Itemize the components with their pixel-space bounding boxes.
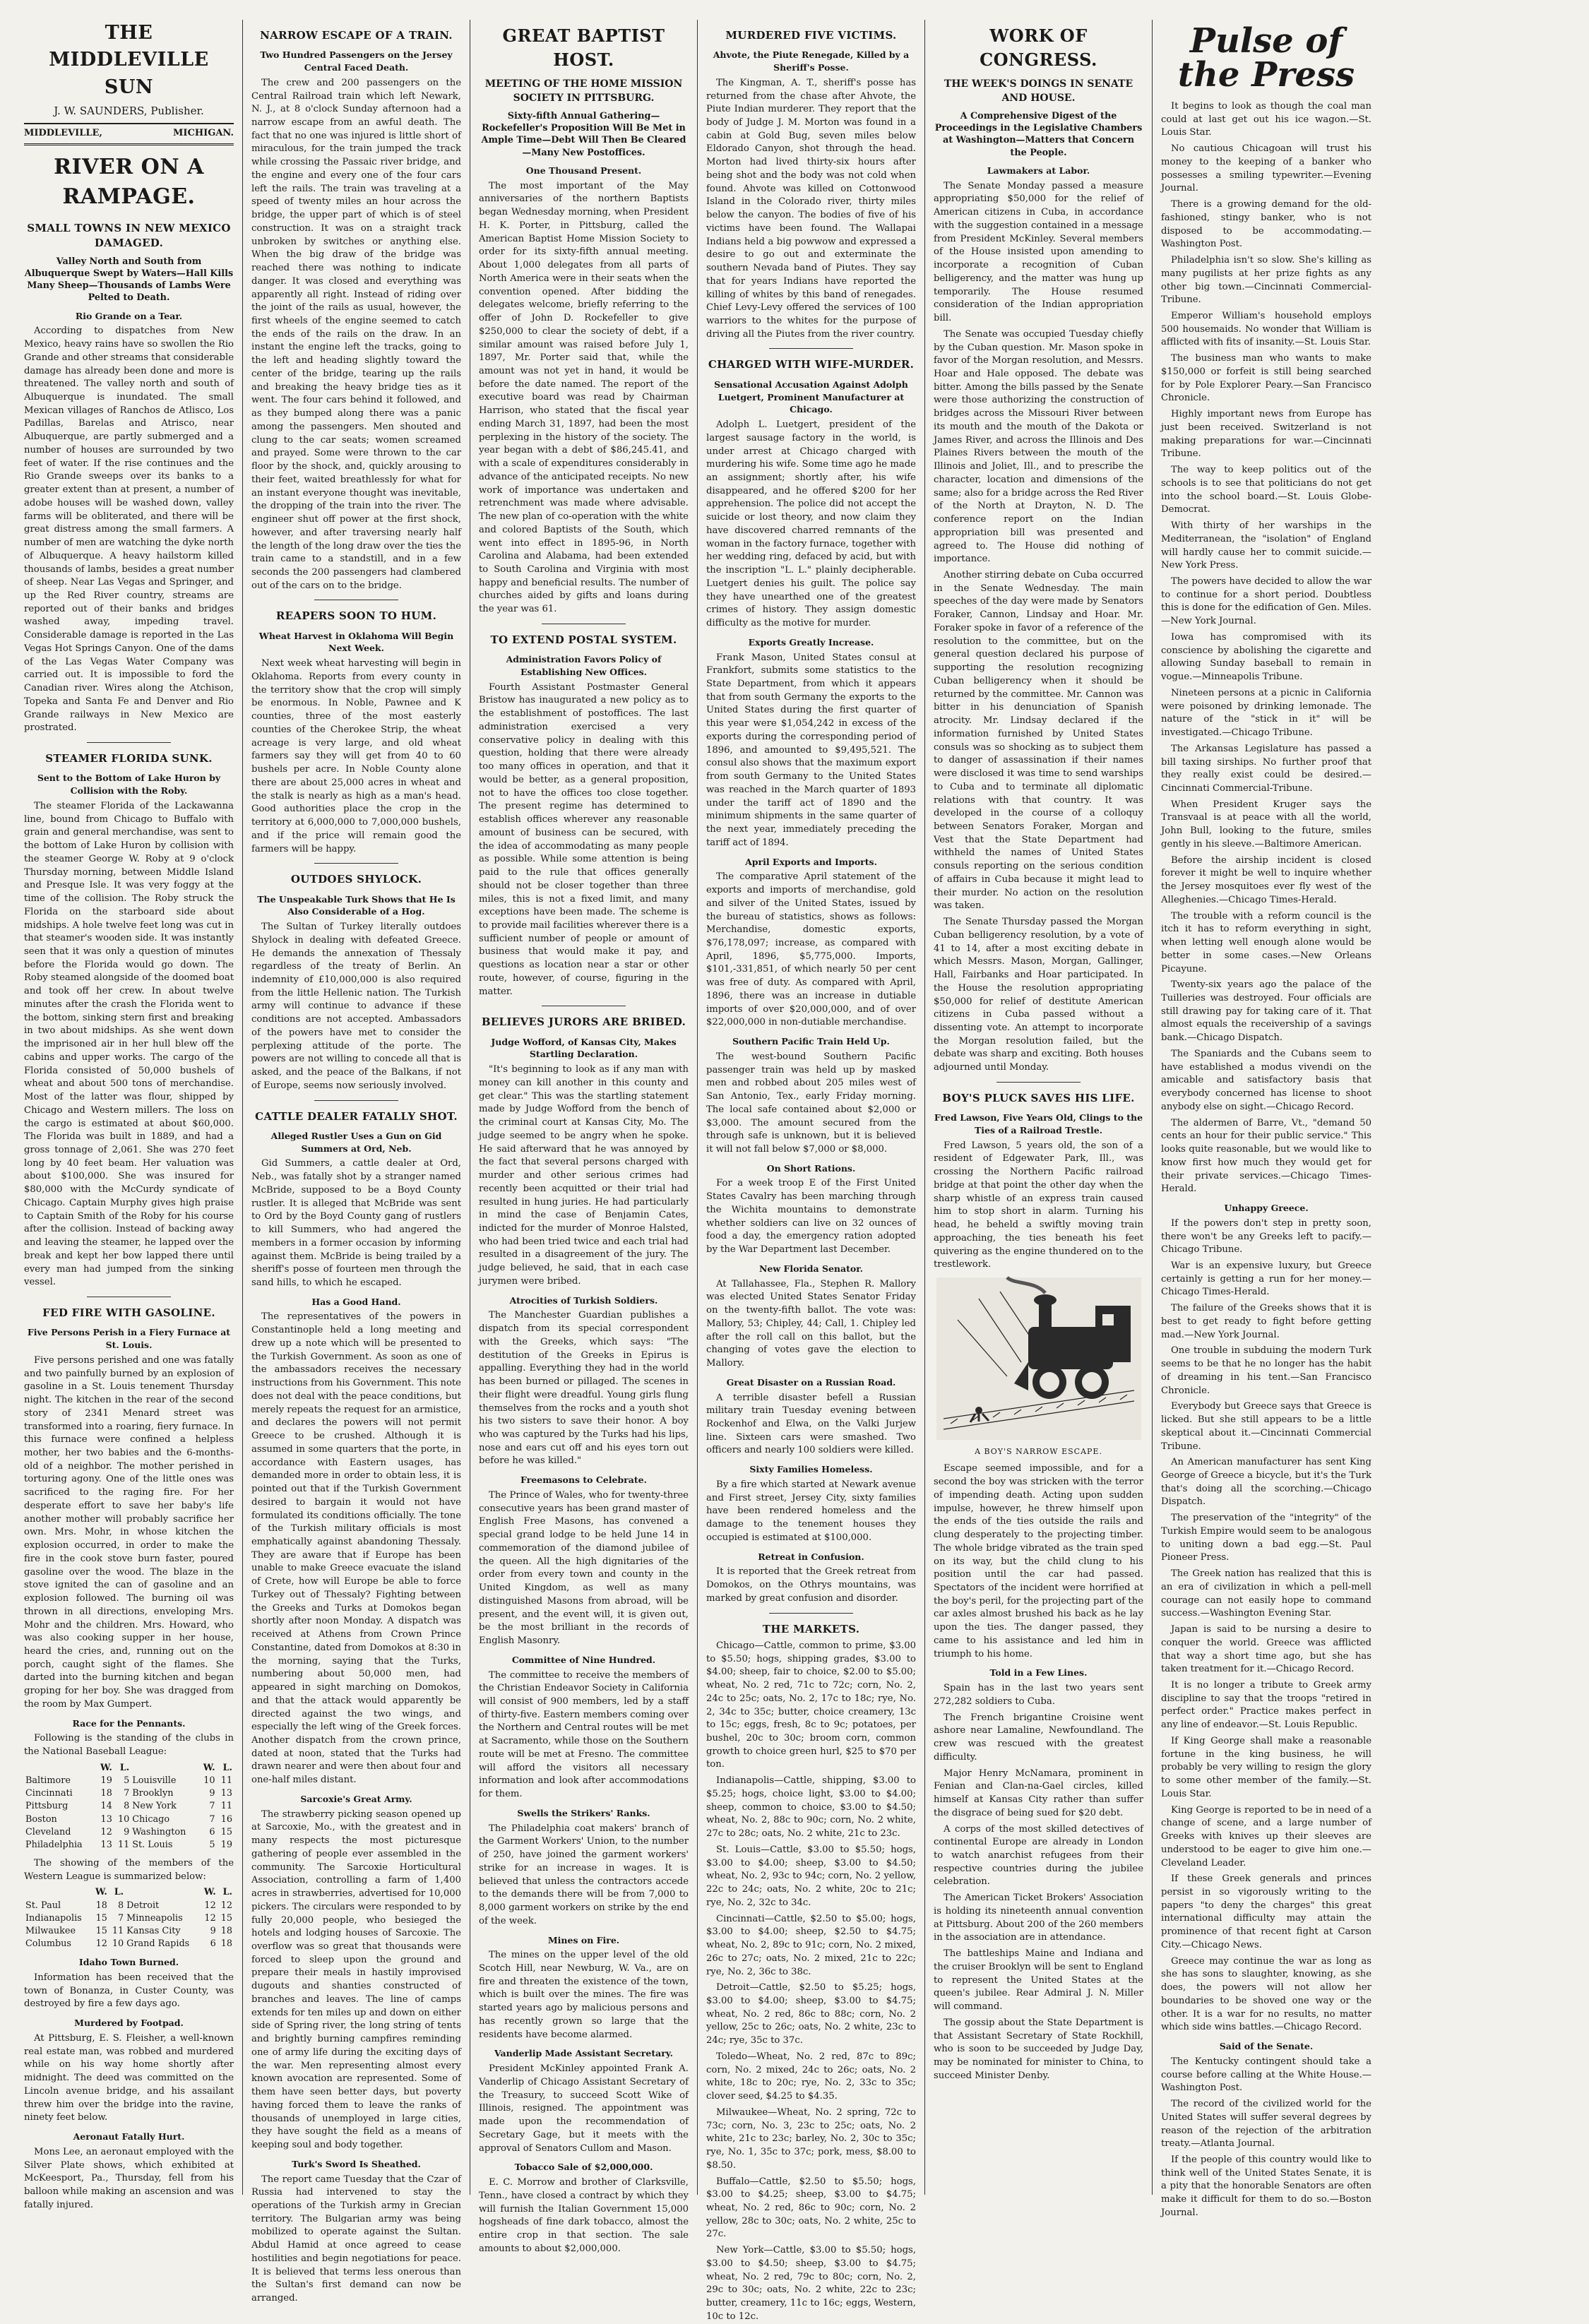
article-paragraph: The steamer Florida of the Lackawanna line, bound from Chicago to Buffalo with grain and general merchandise, was sent to the bottom of Lake Huron by collision with the steamer George W. Roby at 9 o'clock Thursday morning, between Middle Island and Presque Isle. It was very foggy at the time of the collision. The Roby struck the Florida on the starboard side about midships. A hole twelve feet long was cut in that steamer's wooden side. It was instantly seen that it was only a question of minutes before the Florida would go down. The Roby steamed alongside of the doomed boat and took off her crew. In about twelve minutes after the crash the Florida went to the bottom, sinking stern first and breaking in two about midships. As she went down the imprisoned air in her hull blew off the cabins and upper works. The cargo of the Florida consisted of 50,000 bushels of wheat and about 500 tons of merchandise. Most of the latter was flour, shipped by Chicago and Western millers. The loss on the cargo is estimated at about $60,000. The Florida was built in 1889, and had a gross tonnage of 2,061. She was 270 feet long by 40 feet beam. Her valuation was about $100,000. She was insured for $80,000 with the McCurdy syndicate of Chicago. Captain Murphy gives high praise to Captain Smith of the Roby for his course after the collision. Instead of backing away and leaving the steamer, he lapped over the break and kept her bow lapped there until every man had jumped from the sinking vessel. [24,800,234,1288]
article-paragraph: The Kingman, A. T., sheriff's posse has returned from the chase after Ahvote, the Piute Indian murderer. They report that the body of Judge J. M. Morton was found in a cabin at Gold Bug, seven miles below Eldorado Canyon, shot through the head. Morton had lived thirty-six hours after being shot and the body was not cold when found. Ahvote was killed on Cottonwood Island in the Colorado river, thirty miles below the canyon. The bodies of five of his victims have been found. The Wallapai Indians held a big powwow and expressed a desire to go out and exterminate the southern Nevada band of Piutes. They say that for years Indians have reported the killing of whites by this band of renegades. Chief Levy-Levy offered the services of 100 warriors to the whites for the purpose of driving all the Piutes from the river country. [706,77,916,340]
market-report: Chicago—Cattle, common to prime, $3.00 to $5.50; hogs, shipping grades, $3.00 to $4.00; sheep, fair to choice, $2.00 to $5.00; wheat, No. 2 red, 71c to 72c; corn, No. 2, 24c to 25c; oats, No. 2, 17c to 18c; rye, No. 2, 34c to 35c; butter, choice creamery, 13c to 15c; eggs, fresh, 8c to 9c; potatoes, per bushel, 20c to 30c; broom corn, common growth to choice green hurl, $25 to $70 per ton. [706,1640,916,1770]
quote-paragraph: There is a growing demand for the old-fashioned, stingy banker, who is not disposed to be accommodating.—Washington Post. [1161,199,1371,250]
quote-paragraph: It is no longer a tribute to Greek army discipline to say that the troops "retired in perfect order." Practice makes perfect in any line of endeavor.—St. Louis Republic. [1161,1680,1371,1731]
standings-value: 13 [100,1813,112,1825]
headline-jurors: BELIEVES JURORS ARE BRIBED. [481,1015,686,1029]
subhead: Administration Favors Policy of Establishing New Offices. [506,654,662,677]
team-name: Kansas City [126,1925,181,1936]
article-paragraph: The Manchester Guardian publishes a dispatch from its special correspondent with the Greeks, which says: "The destitution of the Greeks in Epirus is appalling. Everything they had in the world has been burned or pillaged. The scenes in their flight were dreadful. Young girls flung themselves from the rocks and a youth shot his two sisters to save their honor. A boy who was captured by the Turks had his lips, nose and ears cut off and his eyes torn out before he was killed." [479,1310,689,1467]
standings-value: 12 [100,1826,112,1837]
quote-paragraph: An American manufacturer has sent King George of Greece a bicycle, but it's the Turk that's doing all the scorching.—Chicago Dispatch. [1161,1457,1371,1508]
standings-value: 7 [117,1912,124,1924]
subhead: Vanderlip Made Assistant Secretary. [494,2048,673,2059]
subhead: Turk's Sword Is Sheathed. [292,2158,421,2169]
article-paragraph: Major Henry McNamara, prominent in Fenian and Clan-na-Gael circles, killed himself at Kansas City rather than suffer the disgrace of being sued for $20 debt. [934,1768,1143,1818]
quote-paragraph: Highly important news from Europe has just been received. Switzerland is not making preparations for war.—Cincinnati Tribune. [1161,409,1371,460]
team-name: St. Louis [132,1839,173,1850]
subhead: Sensational Accusation Against Adolph Luetgert, Prominent Manufacturer at Chicago. [714,379,908,415]
article-paragraph: It is reported that the Greek retreat from Domokos, on the Othrys mountains, was marked by great confusion and disorder. [706,1566,916,1604]
team-name: New York [132,1801,177,1812]
article-paragraph: Fourth Assistant Postmaster General Bristow has inaugurated a new policy as to the establishment of postoffices. The last administration exercised a very conservative policy in dealing with this question, holding that there were already too many offices in operation, and that it would be better, as a general proposition, not to have the offices too close together. The present regime has determined to establish offices wherever any reasonable amount of business can be secured, with the idea of accommodating as many people as possible. While some attention is being paid to the rule that offices generally should not be closer together than three miles, this is not a fixed limit, and many exceptions have been made. The scheme is to provide mail facilities wherever there is a sufficient number of people or amount of business that would make it pay, and questions as location near a star or other route, however, of course, figuring in the matter. [479,681,689,997]
quote-paragraph: The Spaniards and the Cubans seem to have established a modus vivendi on the amicable and satisfactory basis that everybody concerned has license to shoot anybody else on sight.—Chicago Record. [1161,1048,1371,1112]
subhead: One Thousand Present. [525,165,642,176]
team-name: Minneapolis [126,1912,183,1924]
headline-reapers: REAPERS SOON TO HUM. [275,609,437,623]
state-name: MICHIGAN. [173,128,234,139]
market-report: New York—Cattle, $3.00 to $5.50; hogs, $3.00 to $4.50; sheep, $3.00 to $4.75; wheat, No. 2 red, 79c to 80c; corn, No. 2, 29c to 30c; oats, No. 2 white, 22c to 23c; butter, creamery, 11c to 16c; eggs, Western, 10c to 12c. [706,2245,916,2322]
divider [769,348,853,349]
team-name: Boston [25,1813,57,1825]
divider [87,742,171,743]
team-name: Detroit [126,1900,160,1911]
standings-value: 12 [204,1900,216,1911]
standings-value: 10 [117,1813,130,1825]
team-name: Columbus [25,1938,71,1950]
article-paragraph: "It's beginning to look as if any man with money can kill another in this county and get clear." This was the startling statement made by Judge Wofford from the bench of the criminal court at Kansas City, Mo. The judge seemed to be angry when he spoke. He said afterward that he was annoyed by the fact that several persons charged with murder and other serious crimes had recently been acquitted or their trial had resulted in hung juries. He had particularly in mind the case of Benjamin Cates, indicted for the murder of Monroe Halsted, who had been tried twice and each trial had resulted in a disagreement of the jury. The judge believed, he said, that in each case jurymen were bribed. [479,1064,689,1287]
article-paragraph: The battleships Maine and Indiana and the cruiser Brooklyn will be sent to England to represent the United States at the queen's jubilee. Rear Admiral J. N. Miller will command. [934,1948,1143,2013]
standings-value: 19 [100,1775,112,1787]
quote-paragraph: If the powers don't step in pretty soon, there won't be any Greeks left to pacify.—Chicago Tribune. [1161,1217,1371,1256]
subhead: Ahvote, the Piute Renegade, Killed by a Sheriff's Posse. [713,49,910,73]
team-name: Philadelphia [25,1839,83,1850]
article-paragraph: E. C. Morrow and brother of Clarksville, Tenn., have closed a contract by which they will furnish the Italian Government 15,000 hogsheads of fine dark tobacco, almost the entire crop in that section. The sale amounts to about $2,000,000. [479,2177,689,2254]
quote-paragraph: The trouble with a reform council is the itch it has to reform everything in sight, when letting well enough alone would be better in some cases.—New Orleans Picayune. [1161,910,1371,975]
quote-paragraph: Nineteen persons at a picnic in California were poisoned by drinking lemonade. The nature of the "stick in it" will be investigated.—Chicago Tribune. [1161,687,1371,739]
headline-congress: WORK OF CONGRESS. [980,25,1097,71]
deck-baptist: Sixty-fifth Annual Gathering—Rockefeller's Proposition Will Be Met in Ample Time—Debt Will Then Be Cleared—Many New Postoffices. [481,110,686,158]
subhead: Sent to the Bottom of Lake Huron by Collision with the Roby. [37,773,221,797]
headline-gasoline: FED FIRE WITH GASOLINE. [42,1306,215,1320]
headline-river: RIVER ON A RAMPAGE. [54,154,204,210]
standings-value: 11 [220,1801,232,1812]
article-paragraph: Mons Lee, an aeronaut employed with the Silver Plate shows, which exhibited at McKeesport, Pa., Thursday, fell from his balloon while making an ascension and was fatally injured. [24,2146,234,2210]
quote-paragraph: With thirty of her warships in the Mediterranean, the "isolation" of England will hardly cause her to commit suicide.—New York Press. [1161,520,1371,571]
standings-value: 15 [95,1925,107,1936]
standings-value: 15 [95,1912,107,1924]
standings-value: 10 [112,1938,124,1950]
quote-paragraph: The Greek nation has realized that this is an era of civilization in which a pell-mell courage can not easily hope to command success.—Washington Evening Star. [1161,1568,1371,1619]
article-paragraph: The west-bound Southern Pacific passenger train was held up by masked men and robbed about 205 miles west of San Antonio, Tex., early Friday morning. The local safe contained about $2,000 or $3,000. The amount secured from the through safe is unknown, but it is believed it will not fall below $7,000 or $8,000. [706,1051,916,1155]
standings-value: 14 [100,1801,112,1812]
quote-paragraph: The powers have decided to allow the war to continue for a short period. Doubtless this is done for the edification of Gen. Miles.—New York Journal. [1161,576,1371,627]
standings-value: 7 [209,1813,215,1825]
article-paragraph: According to dispatches from New Mexico, heavy rains have so swollen the Rio Grande and other streams that considerable damage has already been done and more is threatened. The valley north and south of Albuquerque is inundated. The small Mexican villages of Ranchos de Atlisco, Los Padillas, Barelas and Atrisco, near Albuquerque, are partly submerged and a number of houses are surrounded by two feet of water. If the rise continues and the Rio Grande sweeps over its banks to a greater extent than at present, a number of adobe houses will be washed down, valley farms will be obliterated, and there will be great distress among the small farmers. A number of men are watching the dyke north of Albuquerque. A heavy hailstorm killed thousands of lambs, besides a great number of sheep. Near Las Vegas and Springer, and up the Red River country, streams are reported out of their banks and bridges washed away, impeding travel. Considerable damage is reported in the Las Vegas Hot Springs Canyon. One of the dams of the Las Vegas Water Company was carried out. It is impossible to ford the Canadian river. Wires along the Atchison, Topeka and Santa Fe and Denver and Rio Grande railways in New Mexico are prostrated. [24,326,234,734]
quote-paragraph: The way to keep politics out of the schools is to see that politicians do not get into the school board.—St. Louis Globe-Democrat. [1161,465,1371,516]
subhead: Aeronaut Fatally Hurt. [73,2131,185,2143]
quote-paragraph: One trouble in subduing the modern Turk seems to be that he no longer has the habit of dreaming in his tent.—San Francisco Chronicle. [1161,1345,1371,1396]
standings-value: 18 [220,1925,232,1936]
article-paragraph: Information has been received that the town of Bonanza, in Custer County, was destroyed by fire a few days ago. [24,1972,234,2010]
subhead: Wheat Harvest in Oklahoma Will Begin Next Week. [258,630,454,654]
quote-paragraph: It begins to look as though the coal man could at last get out his ice wagon.—St. Louis Star. [1161,101,1371,138]
quote-paragraph: Philadelphia isn't so slow. She's killing as many pugilists at her prize fights as any other big town.—Cincinnati Commercial-Tribune. [1161,255,1371,306]
standings-row [24,1775,234,1787]
column-5 [925,20,1153,2195]
quote-paragraph: Iowa has compromised with its conscience by abolishing the cigarette and allowing Sunday baseball to remain in vogue.—Minneapolis Tribune. [1161,631,1371,683]
team-name: Grand Rapids [126,1938,190,1950]
standings-value: 13 [100,1839,112,1850]
subhead: Two Hundred Passengers on the Jersey Central Faced Death. [260,49,453,73]
article-paragraph: The representatives of the powers in Constantinople held a long meeting and drew up a note which will be presented to the Turkish Government. As soon as one of the ambassadors receives the necessary instructions from his Government. This note does not deal with the peace conditions, but merely repeats the request for an armistice, and declares the powers will not permit Greece to be crushed. Although it is assumed in some quarters that the porte, in accordance with Eastern usages, has demanded more in order to obtain less, it is pointed out that if the Turkish Government desired to bargain it would not have formulated its conditions officially. The tone of the Turkish military officials is most emphatically against abandoning Thessaly. They are aware that if Europe has been unable to make Greece evacuate the island of Crete, how will Europe be able to force Turkey out of Thessaly? Fighting between the Greeks and Turks at Domokos began shortly after noon Monday. A dispatch was received at Athens from Crown Prince Constantine, dated from Domokos at 8:30 in the morning, saying that the Turks, numbering about 50,000 men, had appeared in sight marching on Domokos, and that the attack would apparently be directed against the two wings, and especially the left wing of the Greek forces. Another dispatch from the crown prince, dated at noon, stated that the Turks had drawn nearer and were then about four and one-half miles distant. [251,1311,461,1786]
subhead: Race for the Pennants. [72,1717,186,1729]
article-paragraph: Following is the standing of the clubs in the National Baseball League: [24,1733,234,1758]
national-league-standings: W. L. W. L. Baltimore 19 5 Louisville 10 11 Cincinnati 18 7 Brooklyn 9 13 Pittsburg 14 8 New York 7 11 Boston 13 10 Chicago 7 16 Cleveland 12 9 Washington 6 15 Philadelphia 13 11 St. Louis 5 19 [24,1762,234,1852]
market-report: Indianapolis—Cattle, shipping, $3.00 to $5.25; hogs, choice light, $3.00 to $4.00; sheep, common to choice, $3.00 to $4.50; wheat, No. 2, 88c to 90c; corn, No. 2 white, 27c to 28c; oats, No. 2 white, 21c to 23c. [706,1775,916,1840]
article-paragraph: Spain has in the last two years sent 272,282 soldiers to Cuba. [934,1683,1143,1707]
masthead [24,20,234,124]
standings-value: 9 [124,1826,130,1837]
subhead-congress: THE WEEK'S DOINGS IN SENATE AND HOUSE. [944,78,1133,105]
illustration-caption: A BOY'S NARROW ESCAPE. [975,1446,1102,1456]
article-paragraph: President McKinley appointed Frank A. Vanderlip of Chicago Assistant Secretary of the Treasury, to succeed Scott Wike of Illinois, resigned. The appointment was made upon the recommendation of Secretary Gage, but it meets with the approval of Senators Cullom and Mason. [479,2063,689,2154]
subhead: Lawmakers at Labor. [987,165,1090,176]
quote-paragraph: No cautious Chicagoan will trust his money to the keeping of a banker who possesses a smiling typewriter.—Evening Journal. [1161,143,1371,194]
team-name: Indianapolis [25,1912,82,1924]
subhead: Rio Grande on a Tear. [75,310,183,321]
subhead: Sarcoxie's Great Army. [300,1793,412,1804]
article-paragraph: The Sultan of Turkey literally outdoes Shylock in dealing with defeated Greece. He demands the annexation of Thessaly regardless of the treaty of Berlin. An indemnity of £10,000,000 is also required from the little Hellenic nation. The Turkish army will continue to advance if these conditions are not accepted. Ambassadors of the powers have met to consider the perplexing attitude of the porte. The powers are not willing to concede all that is asked, and the peace of the Balkans, if not of Europe, seems now seriously involved. [251,922,461,1091]
market-report: Cincinnati—Cattle, $2.50 to $5.00; hogs, $3.00 to $4.00; sheep, $2.50 to $4.75; wheat, No. 2, 89c to 91c; corn, No. 2 mixed, 26c to 27c; oats, No. 2 mixed, 21c to 22c; rye, No. 2, 36c to 38c. [706,1913,916,1977]
quote-paragraph: War is an expensive luxury, but Greece certainly is getting a run for her money.—Chicago Times-Herald. [1161,1260,1371,1298]
article-paragraph: Next week wheat harvesting will begin in Oklahoma. Reports from every county in the territory show that the crop will simply be enormous. In Noble, Pawnee and K counties, three of the most easterly counties of the Cherokee Strip, the wheat acreage is very large, and old wheat farmers say they will get from 40 to 60 bushels per acre. In Noble County alone there are about 25,000 acres in wheat and the stalk is nearly as high as a man's head. Good authorities place the crop in the territory at 6,000,000 to 7,000,000 bushels, and if the price will remain good the farmers will be happy. [251,658,461,854]
quote-paragraph: Emperor William's household employs 500 housemaids. No wonder that William is afflicted with fits of insanity.—St. Louis Star. [1161,311,1371,348]
standings-value: 5 [124,1775,130,1787]
headline-train: NARROW ESCAPE OF A TRAIN. [260,29,453,42]
subhead: Said of the Senate. [1219,2041,1314,2052]
dateline [24,124,234,145]
standings-value: 11 [117,1839,130,1850]
quote-paragraph: When President Kruger says the Transvaal is at peace with all the world, John Bull, looking to the future, smiles gently in his sleeve.—Baltimore American. [1161,799,1371,850]
standings-value: 15 [220,1912,232,1924]
divider [996,1082,1081,1083]
quote-paragraph: The preservation of the "integrity" of the Turkish Empire would seem to be analogous to uniting down a bad egg.—St. Paul Pioneer Press. [1161,1513,1371,1563]
subhead: The Unspeakable Turk Shows that He Is Also Considerable of a Hog. [257,893,456,917]
standings-row [24,1813,234,1826]
article-paragraph: The Senate Monday passed a measure appropriating $50,000 for the relief of American citizens in Cuba, in accordance with the suggestion contained in a message from President McKinley. Several members of the House insisted upon amending to incorporate a recognition of Cuban belligerency, and the matter was hung up temporarily. The House resumed consideration of the Indian appropriation bill. [934,180,1143,324]
article-paragraph: Escape seemed impossible, and for a second the boy was stricken with the terror of impending death. Acting upon sudden impulse, however, he threw himself upon the ends of the ties outside the rails and clung desperately to the projecting timber. The whole bridge vibrated as the train sped on its way, but the child clung to his position until the car had passed. Spectators of the incident were horrified at the boy's peril, for the projecting part of the car axles almost brushed his back as he lay upon the ties. The danger passed, they came to his assistance and led him in triumph to his home. [934,1463,1143,1659]
article-paragraph: The comparative April statement of the exports and imports of merchandise, gold and silver of the United States, issued by the bureau of statistics, shows as follows: Merchandise, domestic exports, $76,178,097; increase, as compared with April, 1896, $5,775,000. Imports, $101,-331,851, of which nearly 50 per cent was free of duty. As compared with April, 1896, there was an increase in dutiable imports of over $20,000,000, and of over $22,000,000 in non-dutiable merchandise. [706,871,916,1028]
quote-paragraph: The business man who wants to make $150,000 or forfeit is still being searched for by Pole Explorer Peary.—San Francisco Chronicle. [1161,353,1371,404]
subhead: New Florida Senator. [758,1263,864,1274]
subhead: Exports Greatly Increase. [748,636,874,648]
headline-shylock: OUTDOES SHYLOCK. [290,873,422,886]
standings-value: 11 [112,1925,124,1936]
article-paragraph: The Senate was occupied Tuesday chiefly by the Cuban question. Mr. Mason spoke in favor of the Morgan resolution, and Messrs. Hoar and Hale opposed. The debate was bitter. Among the bills passed by the Senate were those authorizing the construction of bridges across the Missouri River between its mouth and the mouth of the Dakota or James River, and across the Illinois and Des Plaines Rivers between the mouth of the Illinois and Joliet, Ill., and to prescribe the character, location and dimensions of the same; also for a bridge across the Red River of the North at Drayton, N. D. The conference report on the Indian appropriation bill was presented and agreed to. The House did nothing of importance. [934,328,1143,565]
subhead: Unhappy Greece. [1224,1203,1309,1214]
standings-row [24,1800,234,1813]
headline-wife-murder: CHARGED WITH WIFE-MURDER. [708,358,915,371]
team-name: St. Paul [25,1900,61,1911]
headline-postal: TO EXTEND POSTAL SYSTEM. [490,633,677,646]
subhead: Murdered by Footpad. [74,2018,184,2029]
article-paragraph: The mines on the upper level of the old Scotch Hill, near Newburg, W. Va., are on fire and threaten the existence of the town, which is built over the mines. The fire was started years ago by malicious persons and has recently grown so large that the residents have become alarmed. [479,1950,689,2040]
western-league-standings: W. L. W. L. St. Paul 18 8 Detroit 12 12 Indianapolis 15 7 Minneapolis 12 15 Milwaukee 15 11 Kansas City 9 18 Columbus 12 10 Grand Rapids 6 18 [24,1886,234,1950]
article-paragraph: The Prince of Wales, who for twenty-three consecutive years has been grand master of English Free Masons, has convened a special grand lodge to be held June 14 in commemoration of the diamond jubilee of the queen. All the high dignitaries of the order from every town and county in the United Kingdom, as well as many distinguished Masons from abroad, will be present, and the event will, it is given out, be the most brilliant in the records of English Masonry. [479,1489,689,1647]
standings-value: 7 [209,1801,215,1812]
article-paragraph: Fred Lawson, 5 years old, the son of a resident of Edgewater Park, Ill., was crossing the Northern Pacific railroad bridge at that point the other day when the sharp whistle of an express train caused him to stop short in alarm. Turning his head, he beheld a swiftly moving train approaching, the ties beneath his feet quivering as the engine thundered on to the trestlework. [934,1140,1143,1270]
team-name: Brooklyn [132,1788,174,1799]
train-illustration [934,1277,1143,1457]
subhead: Alleged Rustler Uses a Gun on Gid Summers at Ord, Neb. [270,1130,442,1154]
column-3 [470,20,698,2254]
article-paragraph: The crew and 200 passengers on the Central Railroad train which left Newark, N. J., at 8 o'clock Sunday afternoon had a narrow escape from an awful death. The fact that no one was injured is little short of miraculous, for the train jumped the track while crossing the Passaic river bridge, and the engine and every one of the four cars left the rails. The train was traveling at a speed of twenty miles an hour across the bridge, the upper part of which is of steel construction. It was on a straight track unbroken by switches or anything else. When the big draw of the bridge was reached there was nothing to indicate danger. It was closed and everything was apparently all right. Instead of riding over the joint of the rails as usual, however, the first wheels of the engine seemed to catch the ends of the rails on the draw. In an instant the engine left the tracks, going to the left and heading slightly toward the center of the bridge, tearing up the rails and breaking the heavy bridge ties as it went. The four cars behind it followed, and as they bumped along there was a panic among the passengers. Men shouted and clung to the car seats; women screamed and prayed. Some were thrown to the car floor by the shock, and, quickly arousing to their feet, waited breathlessly for what for an instant everyone thought was inevitable, the dropping of the train into the river. The engineer shut off power at the first shock, however, and after traversing nearly half the length of the long draw over the ties the train came to a standstill, and in a few seconds the 200 passengers had clambered out of the cars on to the bridge. [251,77,461,591]
pulse-of-the-press-title [1161,21,1371,95]
standings-value: 18 [100,1788,112,1799]
quote-paragraph: Twenty-six years ago the palace of the Tuilleries was destroyed. Four officials are still drawing pay for taking care of it. That almost equals the receivership of a savings bank.—Chicago Dispatch. [1161,979,1371,1044]
subhead-baptist: MEETING OF THE HOME MISSION SOCIETY IN PITTSBURG. [484,78,683,105]
subhead: Idaho Town Burned. [78,1957,179,1968]
headline-boy-pluck: BOY'S PLUCK SAVES HIS LIFE. [942,1091,1135,1104]
article-paragraph: The gossip about the State Department is that Assistant Secretary of State Rockhill, who is soon to be succeeded by Judge Day, may be nominated for minister to China, to succeed Minister Denby. [934,2017,1143,2081]
locomotive-illustration-icon [936,1277,1141,1440]
team-name: Milwaukee [25,1925,76,1936]
publisher-line: J. W. SAUNDERS, Publisher. [54,104,204,117]
article-paragraph: The Senate Thursday passed the Morgan Cuban belligerency resolution, by a vote of 41 to 14, after a most exciting debate in which Messrs. Mason, Morgan, Gallinger, Hall, Fairbanks and Hoar participated. In the House the resolution appropriating $50,000 for relief of destitute American citizens in Cuba passed without a dissenting vote. An attempt to incorporate the Morgan resolution failed, but the debate was sharp and exciting. Both houses adjourned until Monday. [934,917,1143,1073]
article-paragraph: A terrible disaster befell a Russian military train Tuesday evening between Rockenhof and Elwa, on the Valki Jurjew line. Sixteen cars were smashed. Two officers and nearly 100 soldiers were killed. [706,1392,916,1456]
standings-value: 5 [209,1839,215,1850]
column-6 [1153,20,1380,2218]
quote-paragraph: The record of the civilized world for the United States will suffer several degrees by reason of the rejection of the arbitration treaty.—Atlanta Journal. [1161,2099,1371,2150]
standings-value: 8 [124,1801,130,1812]
market-report: Milwaukee—Wheat, No. 2 spring, 72c to 73c; corn, No. 3, 23c to 25c; oats, No. 2 white, 21c to 23c; barley, No. 2, 30c to 35c; rye, No. 1, 35c to 37c; pork, mess, $8.00 to $8.50. [706,2107,916,2171]
team-name: Baltimore [25,1775,71,1787]
standings-value: 12 [95,1938,107,1950]
subhead: Mines on Fire. [547,1934,620,1945]
standings-value: 6 [210,1938,216,1950]
standings-value: 7 [124,1788,130,1799]
quote-paragraph: The failure of the Greeks shows that it is best to get ready to fight before getting mad.—New York Journal. [1161,1303,1371,1340]
article-paragraph: The American Ticket Brokers' Association is holding its nineteenth annual convention at Pittsburg. About 200 of the 260 members in the association are in attendance. [934,1893,1143,1943]
subhead: Swells the Strikers' Ranks. [517,1807,650,1818]
subhead: Great Disaster on a Russian Road. [726,1376,896,1388]
subhead: Five Persons Perish in a Fiery Furnace at St. Louis. [27,1327,231,1351]
article-paragraph: Frank Mason, United States consul at Frankfort, submits some statistics to the State Department, from which it appears that from south Germany the exports to the United States during the first quarter of this year were $1,054,242 in excess of the exports during the corresponding period of 1896, and amounted to $9,495,521. The consul also shows that the maximum export from south Germany to the United States was reached in the March quarter of 1893 under the tariff act of 1890 and the minimum shipments in the same quarter of the next year, immediately preceding the tariff act of 1894. [706,652,916,848]
article-paragraph: The showing of the members of the Western League is summarized below: [24,1858,234,1882]
quote-paragraph: The Kentucky contingent should take a course before calling at the White House.—Washington Post. [1161,2056,1371,2094]
market-report: Toledo—Wheat, No. 2 red, 87c to 89c; corn, No. 2 mixed, 24c to 26c; oats, No. 2 white, 18c to 20c; rye, No. 2, 33c to 35c; clover seed, $4.25 to $4.35. [706,2051,916,2102]
article-paragraph: By a fire which started at Newark avenue and First street, Jersey City, sixty families have been rendered homeless and the damage to the tenement houses they occupied is estimated at $100,000. [706,1479,916,1543]
article-paragraph: A corps of the most skilled detectives of continental Europe are already in London to watch anarchist refugees from their respective countries during the jubilee celebration. [934,1823,1143,1888]
subhead: Tobacco Sale of $2,000,000. [514,2162,653,2173]
standings-value: 10 [203,1775,215,1787]
subhead: Southern Pacific Train Held Up. [732,1036,890,1047]
standings-value: 9 [209,1788,215,1799]
standings-value: 19 [220,1839,232,1850]
newspaper-name: THE MIDDLEVILLE SUN [49,22,209,98]
article-paragraph: Gid Summers, a cattle dealer at Ord, Neb., was fatally shot by a stranger named McBride, supposed to be a Boyd County rustler. It is alleged that McBride was sent to Ord by the Boyd County gang of rustlers to kill Summers, who had angered the members in a former occasion by informing against them. McBride is being trailed by a sheriff's posse of fourteen men through the sand hills, to which he escaped. [251,1158,461,1288]
column-2 [243,20,470,2304]
standings-value: 8 [117,1900,124,1911]
standings-value: 18 [220,1938,232,1950]
standings-row [24,1839,234,1852]
quote-paragraph: King George is reported to be in need of a change of scene, and a large number of Greeks with knives up their sleeves are understood to be eager to give him one.—Cleveland Leader. [1161,1804,1371,1869]
article-paragraph: For a week troop E of the First United States Cavalry has been marching through the Wichita mountains to demonstrate whether soldiers can live on 32 ounces of food a day, the emergency ration adopted by the War Department last December. [706,1178,916,1256]
article-paragraph: At Pittsburg, E. S. Fleisher, a well-known real estate man, was robbed and murdered while on his way home shortly after midnight. The deed was committed on the Lincoln avenue bridge, and his assailant threw him over the bridge into the ravine, ninety feet below. [24,2032,234,2123]
subhead: Judge Wofford, of Kansas City, Makes Startling Declaration. [491,1036,677,1060]
team-name: Washington [132,1826,186,1837]
standings-row [24,1787,234,1800]
divider [314,863,398,864]
market-report: Buffalo—Cattle, $2.50 to $5.50; hogs, $3.00 to $4.25; sheep, $3.00 to $4.75; wheat, No. 2 red, 86c to 90c; corn, No. 2 yellow, 28c to 30c; oats, No. 2 white, 25c to 27c. [706,2176,916,2240]
article-paragraph: The French brigantine Croisine went ashore near Lamaline, Newfoundland. The crew was rescued with the greatest difficulty. [934,1712,1143,1763]
standings-value: 6 [209,1826,215,1837]
divider [314,1100,398,1101]
subhead: Atrocities of Turkish Soldiers. [509,1294,658,1306]
headline-baptist: GREAT BAPTIST HOST. [502,25,665,71]
deck-river: Valley North and South from Albuquerque Swept by Waters—Hall Kills Many Sheep—Thousands of Lambs Were Pelted to Death. [24,256,234,304]
quote-paragraph: If King George shall make a reasonable fortune in the king business, he will probably be very willing to resign the glory to some other member of the family.—St. Louis Star. [1161,1735,1371,1799]
standings-row [24,1900,234,1912]
standings-value: 11 [220,1775,232,1787]
subhead-river: SMALL TOWNS IN NEW MEXICO DAMAGED. [27,221,231,250]
subhead: April Exports and Imports. [745,856,877,867]
quote-paragraph: If these Greek generals and princes persist in so vigorously writing to the papers "to deny the charges" this great international difficulty may attain the prominence of that recent fight at Carson City.—Chicago News. [1161,1873,1371,1950]
standings-row [24,1938,234,1950]
article-paragraph: Adolph L. Luetgert, president of the largest sausage factory in the world, is under arrest at Chicago charged with murdering his wife. Some time ago he made an assignment; shortly after, his wife disappeared, and he offered $200 for her apprehension. The police did not accept the suicide or lost theory, and now claim they have discovered charred remnants of the woman in the factory furnace, together with her wedding ring, defaced by acid, but with the inscription "L. L." plainly decipherable. Luetgert denies his guilt. The police say they have unearthed one of the greatest crimes of history. They assign domestic difficulty as the motive for murder. [706,419,916,629]
team-name: Louisville [132,1775,177,1787]
subhead: Has a Good Hand. [311,1296,401,1307]
town-name: MIDDLEVILLE, [24,128,102,139]
subhead: Retreat in Confusion. [758,1551,864,1562]
article-paragraph: The report came Tuesday that the Czar of Russia had intervened to stay the operations of the Turkish army in Grecian territory. The Bulgarian army was being mobilized to operate against the Sultan. Abdul Hamid at once agreed to cease hostilities and begin negotiations for peace. It is believed that terms less onerous than the Sultan's first demand can now be arranged. [251,2174,461,2304]
quote-paragraph: Greece may continue the war as long as she has sons to slaughter, knowing, as she does, the powers will not allow her boundaries to be shoved one way or the other. It is a war for no results, no matter which side wins battles.—Chicago Record. [1161,1955,1371,2033]
headline-cattle: CATTLE DEALER FATALLY SHOT. [255,1109,458,1123]
team-name: Cleveland [25,1826,71,1837]
quote-paragraph: If the people of this country would like to think well of the United States Senate, it is a pity that the honorable Senators are often make it difficult for them to do so.—Boston Journal. [1161,2154,1371,2218]
article-paragraph: At Tallahassee, Fla., Stephen R. Mallory was elected United States Senator Friday on the twenty-fifth ballot. The vote was: Mallory, 53; Chipley, 44; Call, 1. Chipley led after the roll call on this ballot, but the changing of votes gave the election to Mallory. [706,1278,916,1369]
quote-paragraph: Everybody but Greece says that Greece is licked. But she still appears to be a little skeptical about it.—Cincinnati Commercial Tribune. [1161,1401,1371,1452]
article-paragraph: Another stirring debate on Cuba occurred in the Senate Wednesday. The main speeches of the day were made by Senators Foraker, Cannon, Lindsay and Hoar. Mr. Foraker spoke in favor of a reference of the resolution to the committee, but on the general question declared his purpose of supporting the resolution recognizing Cuban belligerency when it should be returned by the committee. Mr. Cannon was bitter in his denunciation of Spanish atrocity. Mr. Lindsay declared if the information furnished by United States consuls was so shocking as to subject them to danger of assassination if their names were disclosed it was time to send warships to Cuba and to terminate all diplomatic relations with that country. It was developed in the course of a colloquy between Senators Foraker, Morgan and Vest that the State Department had withheld the names of United States consuls reporting on the serious condition of affairs in Cuba because it might lead to their murder. No action on the resolution was taken. [934,570,1143,912]
standings-row [24,1912,234,1925]
article-paragraph: The strawberry picking season opened up at Sarcoxie, Mo., with the greatest and in many respects the most picturesque gathering of people ever assembled in the community. The Sarcoxie Horticultural Association, controlling a farm of 1,400 acres in strawberries, advertised for 10,000 pickers. The circulars were responded to by fully 20,000 people, who besieged the hotels and lodging houses of Sarcoxie. The overflow was so great that thousands were forced to sleep upon the ground and prepare their meals in hastily improvised dugouts and shanties constructed of branches and leaves. The line of camps extends for ten miles up and down on either side of Spring river, the long string of tents and brightly burning campfires reminding one of army life during the exciting days of the war. Men representing almost every known avocation are represented. Some of them have seen better days, but poverty having forced them to leave the ranks of thousands of unemployed in large cities, they have sought the field as a means of keeping soul and body together. [251,1808,461,2151]
article-paragraph: The most important of the May anniversaries of the northern Baptists began Wednesday morning, when President H. K. Porter, in Pittsburg, called the American Baptist Home Mission Society to order for its sixty-fifth annual meeting. About 1,000 delegates from all parts of North America were in their seats when the convention opened. After bidding the delegates welcome, briefly referring to the offer of John D. Rockefeller to give $250,000 to clear the society of debt, if a similar amount was raised before July 1, 1897, Mr. Porter said that, while the amount was not yet in hand, it would be before the date named. The report of the executive board was read by Chairman Harrison, who stated that the fiscal year ending March 31, 1897, had been the most perplexing in the history of the society. The year began with a debt of $86,245.41, and with a scale of expenditures considerably in advance of the anticipated receipts. No new work of importance was undertaken and retrenchment was made where advisable. The new plan of co-operation with the white and colored Baptists of the South, which went into effect in 1895-96, in North Carolina and Alabama, had been extended to South Carolina and Virginia with most happy and beneficial results. The number of churches aided by gifts and loans during the year was 61. [479,180,689,615]
subhead: Freemasons to Celebrate. [520,1474,647,1486]
quote-paragraph: Before the airship incident is closed forever it might be well to inquire whether the Jersey mosquitoes ever fly west of the Alleghenies.—Chicago Times-Herald. [1161,854,1371,905]
subhead: Committee of Nine Hundred. [511,1654,656,1665]
standings-value: 13 [220,1788,232,1799]
quote-paragraph: The Arkansas Legislature has passed a bill taxing sirships. No further proof that they really exist could be desired.—Cincinnati Commercial-Tribune. [1161,743,1371,794]
team-name: Chicago [132,1813,170,1825]
section-title: Pulse of the Press [1177,21,1355,95]
article-paragraph: Five persons perished and one was fatally and two painfully burned by an explosion of gasoline in a St. Louis tenement Thursday night. The kitchen in the rear of the second story of 2341 Menard street was transformed into a roaring, fiery furnace. In this furnace were confined a helpless mother, her two babies and the 6-months-old of a neighbor. The mother perished in torturing agony. One of the little ones was sacrificed to the raging fire. For her desperate effort to save her baby's life another mother will probably sacrifice her own. Mrs. Mohr, in whose kitchen the explosion occurred, in order to make the fire in the cook stove burn faster, poured gasoline over the wood. The blaze in the stove ignited the can of gasoline and an explosion followed. The burning oil was thrown in all directions, enveloping Mrs. Mohr and the children. Mrs. Howard, who was also cooking supper in her house, heard the cries, and, running out on the porch, caught sight of the flames. She darted into the burning kitchen and began groping for her boy. She was dragged from the room by Max Gumpert. [24,1354,234,1710]
standings-value: 18 [95,1900,107,1911]
quote-paragraph: The aldermen of Barre, Vt., "demand 50 cents an hour for their public service." This looks quite reasonable, but we would like to know first how much they would get for their private services.—Chicago Times-Herald. [1161,1117,1371,1195]
headline-markets: THE MARKETS. [762,1622,860,1635]
headline-murdered: MURDERED FIVE VICTIMS. [725,29,897,42]
standings-value: 9 [210,1925,216,1936]
headline-florida: STEAMER FLORIDA SUNK. [45,752,213,765]
subhead: Fred Lawson, Five Years Old, Clings to the Ties of a Railroad Trestle. [934,1112,1143,1136]
standings-value: 12 [220,1900,232,1911]
subhead: Told in a Few Lines. [989,1667,1088,1679]
column-4 [698,20,925,2322]
standings-value: 16 [220,1813,232,1825]
article-paragraph: The committee to receive the members of the Christian Endeavor Society in California will consist of 900 members, led by a staff of thirty-five. Eastern members coming over the Northern and Central routes will be met at Sacramento, while those on the Southern route will be met at Fresno. The committee will afford the visitors all necessary information and look after accommodations for them. [479,1669,689,1800]
deck-congress: A Comprehensive Digest of the Proceedings in the Legislative Chambers at Washington—Matters that Concern the People. [934,110,1143,158]
standings-value: 12 [204,1912,216,1924]
divider [769,1613,853,1614]
standings-value: 15 [220,1826,232,1837]
subhead: Sixty Families Homeless. [749,1464,873,1475]
column-1 [16,20,243,2210]
team-name: Cincinnati [25,1788,73,1799]
standings-row [24,1925,234,1938]
standings-row [24,1826,234,1839]
market-report: Detroit—Cattle, $2.50 to $5.25; hogs, $3.00 to $4.00; sheep, $3.00 to $4.75; wheat, No. 2 red, 86c to 88c; corn, No. 2 yellow, 25c to 26c; oats, No. 2 white, 23c to 24c; rye, 35c to 37c. [706,1982,916,2046]
team-name: Pittsburg [25,1801,69,1812]
article-paragraph: The Philadelphia coat makers' branch of the Garment Workers' Union, to the number of 250, have joined the garment workers' strike for an increase in wages. It is believed that unless the contractors accede to the demands there will be from 7,000 to 8,000 garment workers on strike by the end of the week. [479,1823,689,1926]
market-report: St. Louis—Cattle, $3.00 to $5.50; hogs, $3.00 to $4.00; sheep, $3.00 to $4.50; wheat, No. 2, 93c to 94c; corn, No. 2 yellow, 22c to 24c; oats, No. 2 white, 20c to 21c; rye, No. 2, 32c to 34c. [706,1844,916,1908]
subhead: On Short Rations. [766,1162,856,1174]
quote-paragraph: Japan is said to be nursing a desire to conquer the world. Greece was afflicted that way a short time ago, but she has taken treatment for it.—Chicago Record. [1161,1624,1371,1675]
